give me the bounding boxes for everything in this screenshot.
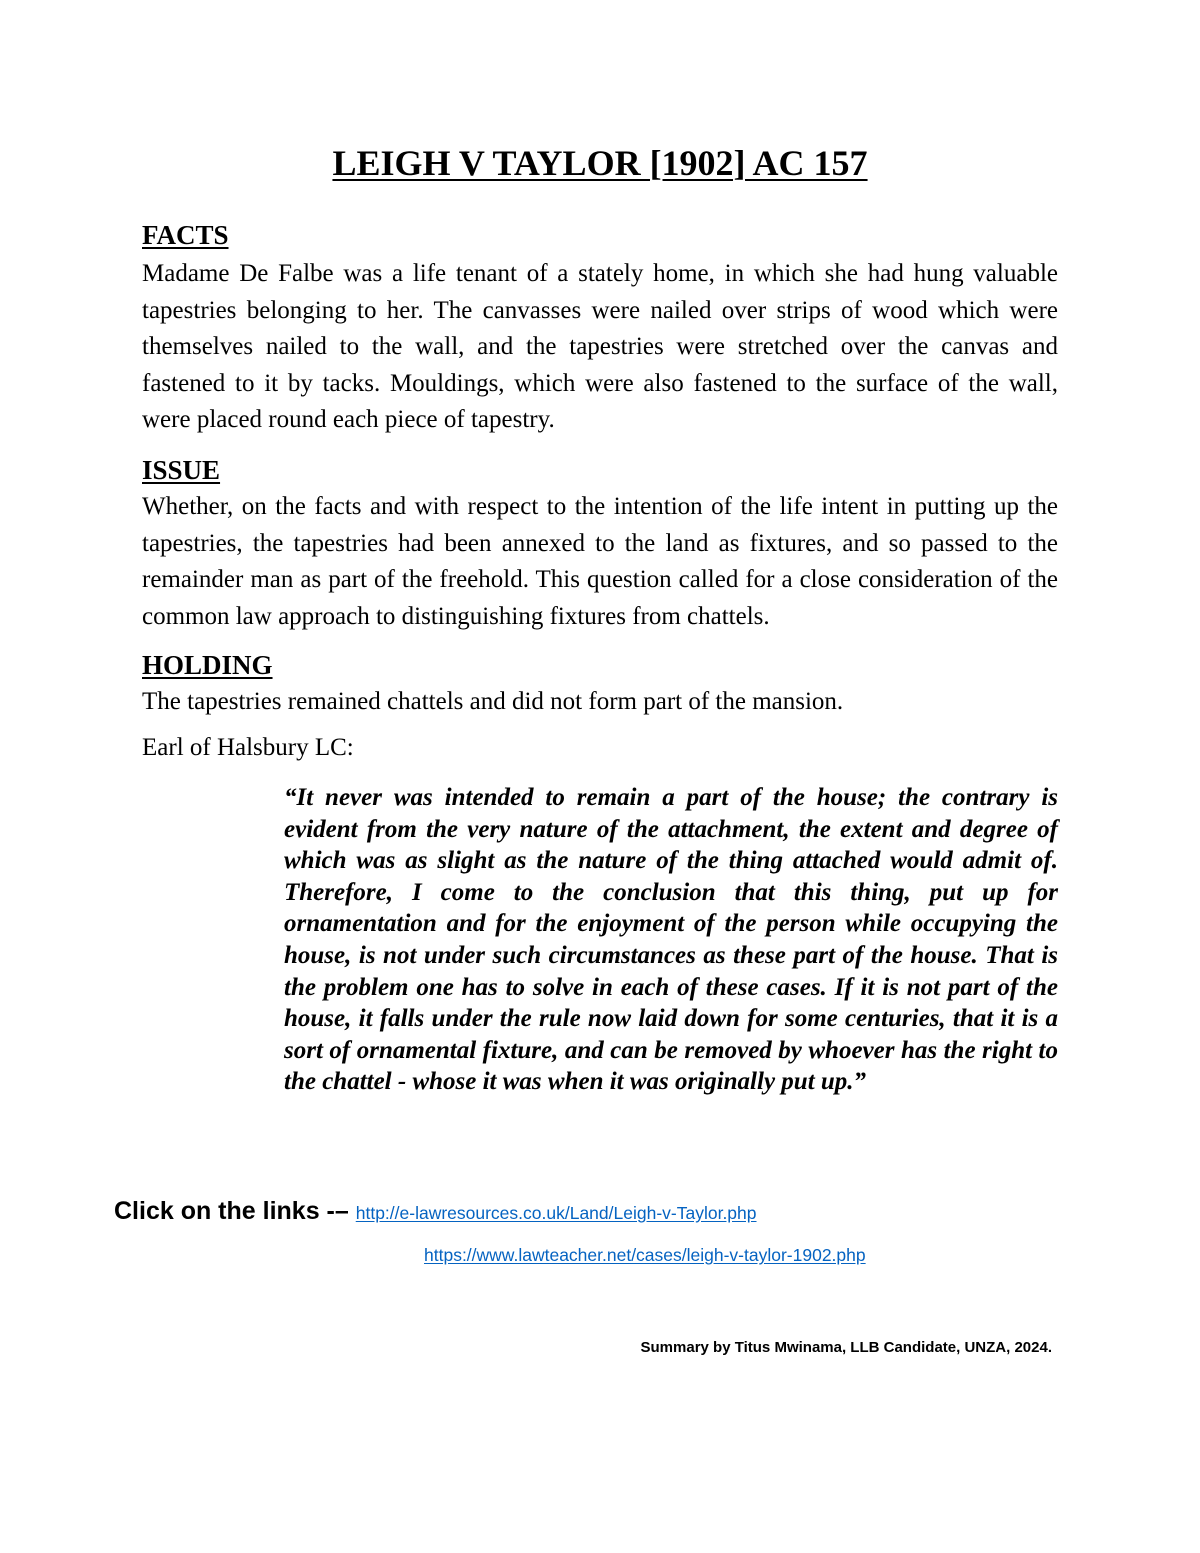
facts-heading: FACTS [142,220,229,250]
link-e-lawresources[interactable]: http://e-lawresources.co.uk/Land/Leigh-v-Taylor.php [355,1203,757,1223]
holding-heading: HOLDING [142,650,273,680]
links-label: Click on the links -– [114,1197,349,1225]
issue-text: Whether, on the facts and with respect to the intention of the life intent in putting up the tapestries, the tapestries had been annexed to the land as fixtures, and so passed to the remainder man as part of the freehold. This question called for a close consideration of the common law approach to distinguishing fixtures from chattels. [142,493,1058,630]
links-row [114,1193,757,1231]
holding-text: The tapestries remained chattels and did not form part of the mansion. [142,688,844,715]
judgment-quote: “It never was intended to remain a part of the house; the contrary is evident from the very nature of the attachment, the extent and degree of which was as slight as the nature of the thing attached would admit of. Therefore, I come to the conclusion that this thing, put up for ornamentation and for the enjoyment of the person while occupying the house, is not under such circumstances as these part of the house. That is the problem one has to solve in each of these cases. If it is not part of the house, it falls under the rule now laid down for some centuries, that it is a sort of ornamental fixture, and can be removed by whoever has the right to the chattel - whose it was when it was originally put up.” [284,784,1058,1096]
judge-name: Earl of Halsbury LC: [142,734,354,761]
summary-footer: Summary by Titus Mwinama, LLB Candidate, UNZA, 2024. [640,1339,1052,1356]
link-lawteacher[interactable]: https://www.lawteacher.net/cases/leigh-v-taylor-1902.php [424,1245,866,1265]
issue-heading: ISSUE [142,455,221,485]
case-title: LEIGH V TAYLOR [1902] AC 157 [332,143,868,183]
facts-text: Madame De Falbe was a life tenant of a stately home, in which she had hung valuable tapestries belonging to her. The canvasses were nailed over strips of wood which were themselves nailed to the wall, and the tapestries were stretched over the canvas and fastened to it by tacks. Mouldings, which were also fastened to the surface of the wall, were placed round each piece of tapestry. [142,260,1058,433]
